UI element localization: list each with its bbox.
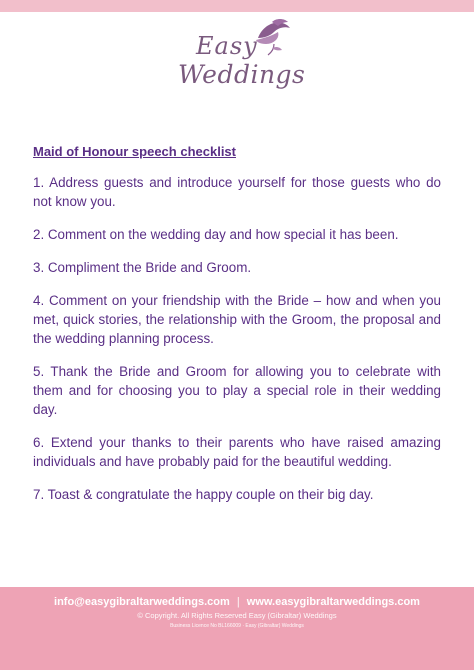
footer-email-link[interactable]: info@easygibraltarweddings.com xyxy=(54,596,230,608)
checklist-item-3: 3. Compliment the Bride and Groom. xyxy=(33,260,252,275)
document-body xyxy=(33,144,441,518)
checklist-item-1: 1. Address guests and introduce yourself for those guests who do not know you. xyxy=(33,175,441,209)
footer-licence: Business Licence No BL166009 · Easy (Gibraltar) Weddings xyxy=(170,623,304,629)
document-heading: Maid of Honour speech checklist xyxy=(33,144,236,159)
checklist-item-4: 4. Comment on your friendship with the Bride – how and when you met, quick stories, the relationship with the Groom, the proposal and the wedding planning process. xyxy=(33,293,441,346)
top-band xyxy=(0,0,474,12)
checklist-item-7: 7. Toast & congratulate the happy couple on their big day. xyxy=(33,487,374,502)
logo-word-easy: Easy xyxy=(196,32,258,60)
checklist-item-2: 2. Comment on the wedding day and how special it has been. xyxy=(33,227,399,242)
footer-contact xyxy=(0,596,474,608)
checklist-item-6: 6. Extend your thanks to their parents who have raised amazing individuals and have probably paid for the beautiful wedding. xyxy=(33,435,441,469)
checklist-item-5: 5. Thank the Bride and Groom for allowing you to celebrate with them and for choosing you to play a special role in their wedding day. xyxy=(33,364,441,417)
footer-separator: | xyxy=(236,596,240,608)
footer-copyright: © Copyright. All Rights Reserved Easy (Gibraltar) Weddings xyxy=(137,611,337,620)
easy-weddings-logo xyxy=(170,14,304,106)
logo-word-weddings: Weddings xyxy=(178,60,306,89)
footer-website-link[interactable]: www.easygibraltarweddings.com xyxy=(246,596,420,608)
page-footer xyxy=(0,587,474,670)
